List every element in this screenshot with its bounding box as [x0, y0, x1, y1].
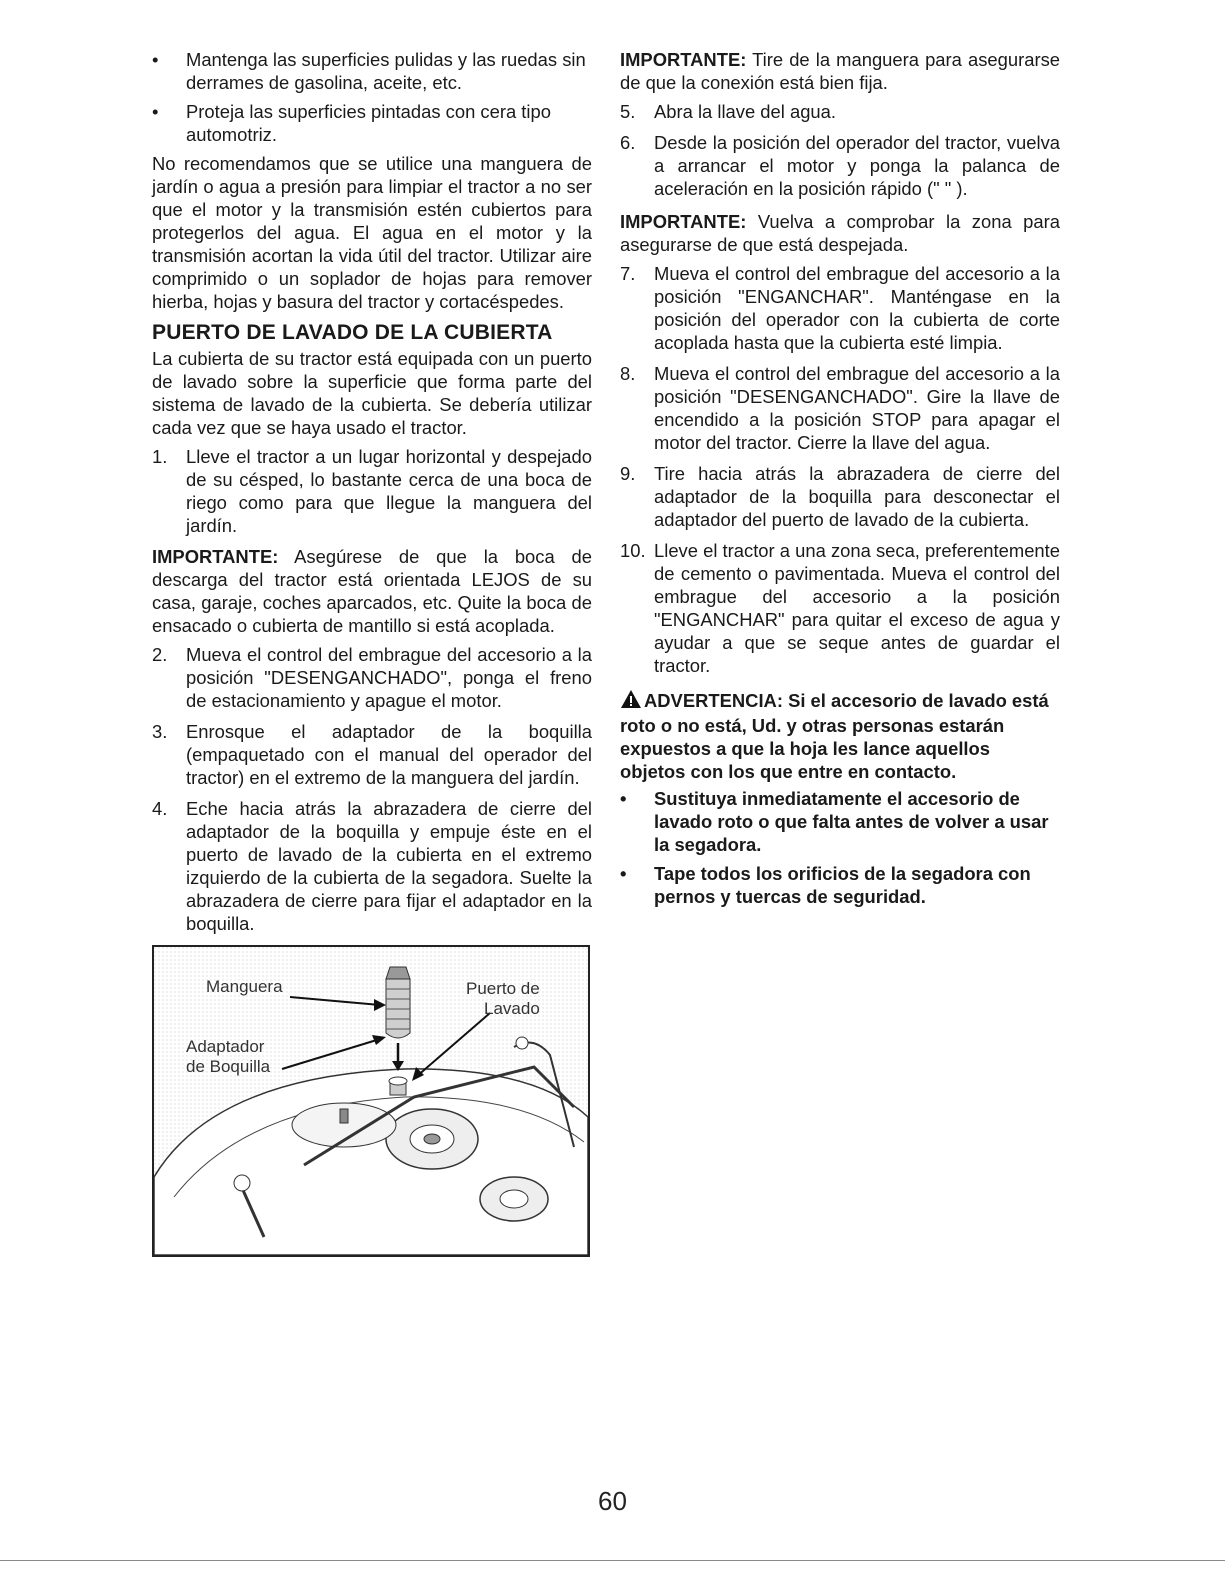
step-item [620, 131, 1060, 200]
bullet-text: Mantenga las superficies pulidas y las ruedas sin derrames de gasolina, aceite, etc. [186, 49, 586, 93]
important-note [620, 210, 1060, 256]
step-number: 7. [620, 263, 636, 284]
important-text: Tire de la manguera para asegurarse de que la conexión está bien fija. [620, 49, 1060, 93]
label-port-line2: Lavado [484, 999, 540, 1018]
label-adapter-line2: de Boquilla [186, 1057, 271, 1076]
step-text: Abra la llave del agua. [654, 101, 836, 122]
step-item [620, 462, 1060, 531]
step-number: 8. [620, 363, 636, 384]
step-number: 5. [620, 101, 636, 122]
step-item [152, 643, 592, 712]
important-text: Vuelva a comprobar la zona para asegurarse de que está despejada. [620, 211, 1060, 255]
step-number: 10. [620, 540, 646, 561]
important-label: IMPORTANTE: [620, 211, 747, 232]
step-text: Tire hacia atrás la abrazadera de cierre del adaptador de la boquilla para desconectar el adaptador del puerto de lavado de la cubierta. [654, 463, 1060, 530]
step-text: Enrosque el adaptador de la boquilla (empaquetado con el manual del operador del tractor) en el extremo de la manguera del jardín. [186, 721, 592, 788]
step-number: 6. [620, 132, 636, 153]
bullet-text: Sustituya inmediatamente el accesorio de lavado roto o que falta antes de volver a usar la segadora. [654, 788, 1049, 855]
page-number: 60 [598, 1486, 627, 1516]
warning-text: ADVERTENCIA: Si el accesorio de lavado está roto o no está, Ud. y otras personas estarán expuestos a que la hoja les lance aquellos objetos con los que entre en contacto. [620, 690, 1049, 782]
warning-triangle-icon [620, 689, 642, 714]
step-number: 9. [620, 463, 636, 484]
label-hose: Manguera [206, 977, 283, 996]
wash-port-figure [152, 945, 590, 1257]
bullet-item [152, 100, 592, 146]
important-label: IMPORTANTE: [152, 546, 279, 567]
left-column [152, 48, 592, 1257]
step-item [620, 539, 1060, 677]
step-item [152, 445, 592, 537]
bullet-dot: • [620, 863, 627, 884]
bullet-dot: • [152, 49, 159, 70]
right-column [620, 48, 1060, 914]
step-text: Mueva el control del embrague del accesorio a la posición "DESENGANCHADO". Gire la llave de encendido a la posición STOP para apagar el motor del tractor. Cierre la llave del agua. [654, 363, 1060, 453]
important-note [620, 48, 1060, 94]
warning-bullet [620, 787, 1060, 856]
step-text: Mueva el control del embrague del accesorio a la posición "DESENGANCHADO", ponga el freno de estacionamiento y apague el motor. [186, 644, 592, 711]
warning-block [620, 689, 1060, 783]
cleaning-paragraph: No recomendamos que se utilice una manguera de jardín o agua a presión para limpiar el tractor a no ser que el motor y la transmisión estén cubiertos para protegerlos del agua. El agua en el motor y la transmisión acortan la vida útil del tractor. Utilizar aire comprimido o un soplador de hojas para remover hierba, hojas y basura del tractor y cortacéspedes. [152, 153, 592, 312]
step-text: Lleve el tractor a un lugar horizontal y despejado de su césped, lo bastante cerca de una boca de riego como para que llegue la manguera del jardín. [186, 446, 592, 536]
important-note [152, 545, 592, 637]
step-item [152, 797, 592, 935]
bullet-text: Tape todos los orificios de la segadora con pernos y tuercas de seguridad. [654, 863, 1031, 907]
step-text: Lleve el tractor a una zona seca, preferentemente de cemento o pavimentada. Mueva el control del embrague del accesorio a la posición "ENGANCHAR" para quitar el exceso de agua y ayudar a que se seque antes de guardar el tractor. [654, 540, 1060, 676]
step-text: Eche hacia atrás la abrazadera de cierre del adaptador de la boquilla y empuje éste en el puerto de lavado de la cubierta en el extremo izquierdo de la cubierta de la segadora. Suelte la abrazadera de cierre para fijar el adaptador en la boquilla. [186, 798, 592, 934]
step-item [620, 262, 1060, 354]
step-number: 2. [152, 644, 168, 665]
label-adapter-line1: Adaptador [186, 1037, 265, 1056]
step-item [620, 100, 1060, 123]
step-text: Desde la posición del operador del tractor, vuelva a arrancar el motor y ponga la palanca de aceleración en la posición rápido (" " ). [654, 132, 1060, 199]
important-text: Asegúrese de que la boca de descarga del tractor está orientada LEJOS de su casa, garaje, coches aparcados, etc. Quite la boca de ensacado o cubierta de mantillo si está acoplada. [152, 546, 592, 636]
warning-bullet [620, 862, 1060, 908]
step-item [620, 362, 1060, 454]
bullet-item [152, 48, 592, 94]
step-number: 1. [152, 446, 168, 467]
important-label: IMPORTANTE: [620, 49, 747, 70]
step-text: Mueva el control del embrague del accesorio a la posición "ENGANCHAR". Manténgase en la posición del operador con la cubierta de corte acoplada hasta que la cubierta esté limpia. [654, 263, 1060, 353]
bullet-text: Proteja las superficies pintadas con cera tipo automotriz. [186, 101, 551, 145]
step-item [152, 720, 592, 789]
label-port-line1: Puerto de [466, 979, 540, 998]
bullet-dot: • [152, 101, 159, 122]
section-title: PUERTO DE LAVADO DE LA CUBIERTA [152, 321, 553, 344]
step-number: 4. [152, 798, 168, 819]
step-number: 3. [152, 721, 168, 742]
bottom-rule [0, 1560, 1225, 1561]
bullet-dot: • [620, 788, 627, 809]
section-intro: La cubierta de su tractor está equipada con un puerto de lavado sobre la superficie que forma parte del sistema de lavado de la cubierta. Se debería utilizar cada vez que se haya usado el tractor. [152, 348, 592, 438]
